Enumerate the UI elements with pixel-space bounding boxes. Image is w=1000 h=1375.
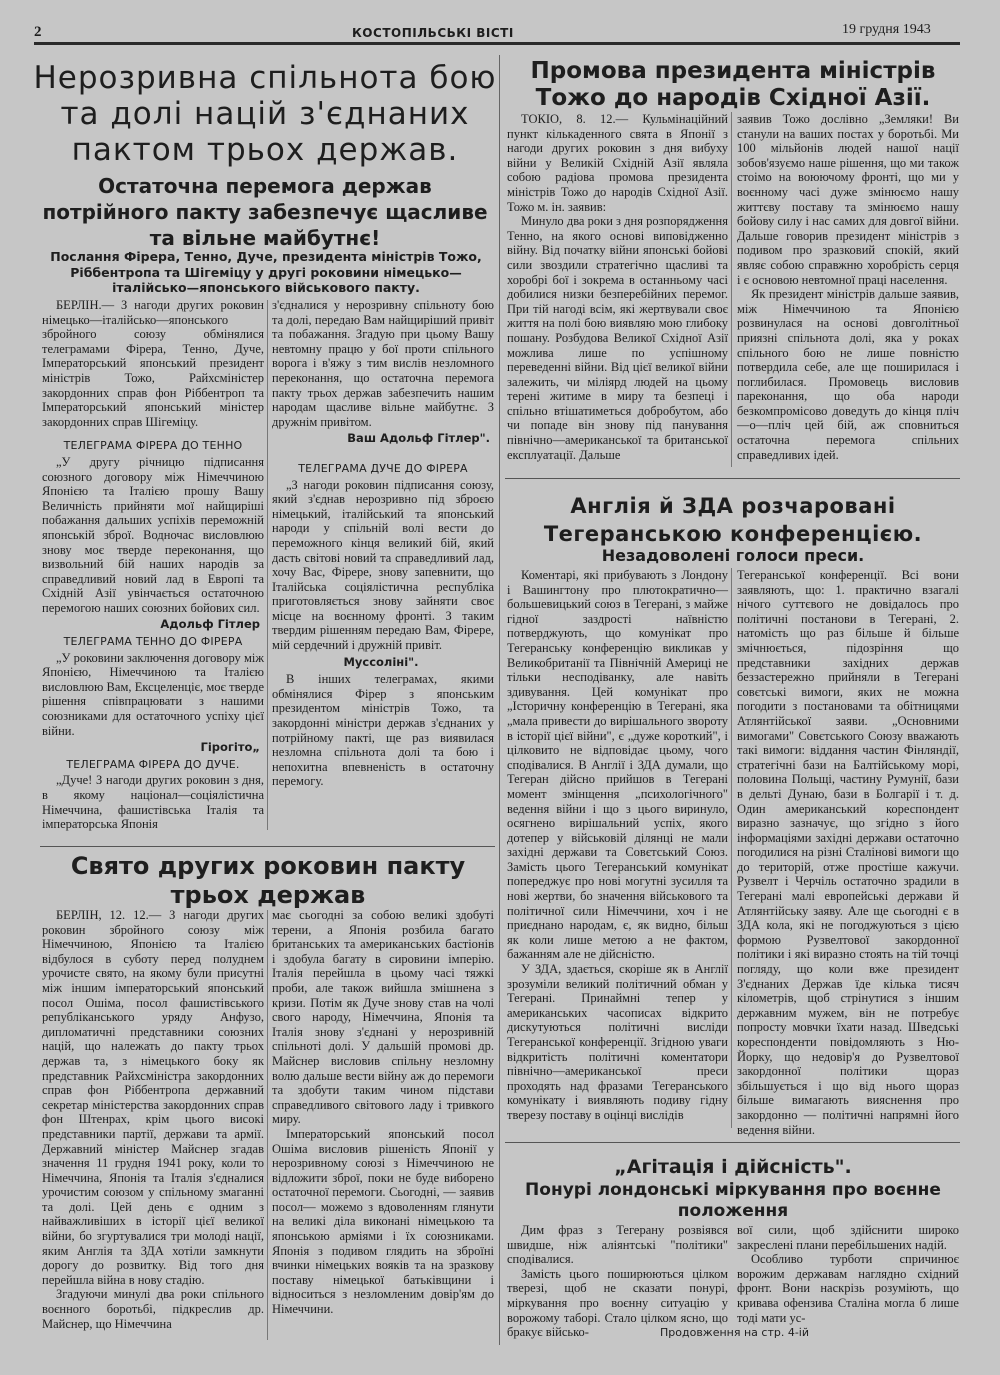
column-divider (267, 300, 268, 830)
article5-subhead: Понурі лондонські міркування про воєнне положення (525, 1180, 941, 1221)
paragraph: „У другу річницю підписання союзного договору між Німеччиною Японією та Італією прошу Вашу Величність прийняти мої найщиріші побажання дальших успіхів переможній японській зброї. Водночас висловлюю знову моє тверде переконання, що визвольний бій наших народів за справедливий новий лад в Европі та Східній Азії увінчається остаточною перемогою наших союзних бойових сил. (42, 454, 264, 615)
signature: Муссоліні". (343, 654, 419, 669)
article1-headline: Нерозривна спільнота бою та долі націй з'єднаних пактом трьох держав. (33, 60, 497, 168)
article1-column-2 (272, 298, 494, 838)
article2-column-1 (42, 908, 264, 1342)
paragraph: вої сили, щоб здійснити широко закреслені плани перебільшених надій. (737, 1223, 959, 1252)
article-divider (505, 1142, 960, 1143)
paragraph: має сьогодні за собою великі здобуті терени, а Японія розбила багато британських та американських бастіонів і здобула багату в сировини імперію. Італія перейшла в цьому часі тяжкі проби, але також вийшла змішнена з кризи. Потім як Дуче знову став на чолі свого народу, Німеччина, Японія та Італія знову з'єднані у нерозривній спільноті долі. У дальшій промові др. Майснер висловив спільну незломну волю дальше вести війну аж до перемоги та здобути таким чином підстави справедливого світового ладу і тривкого миру. (272, 908, 494, 1127)
paragraph: В інших телеграмах, якими обмінялися Фірер з японським президентом міністрів Тожо, та закордонні міністри держав з'єднаних у потрійному пакті, ще раз виявилася незломна спільнота долі та бою і непохитна впевненість в остаточну перемогу. (272, 672, 494, 789)
continued-note: Продовження на стр. 4-ій (660, 1326, 810, 1339)
paragraph: з'єдналися у нерозривну спільноту бою та долі, передаю Вам найщиріший привіт та побажання. Згадую при цьому Вашу невтомну працю у бої проти спільного ворога і в'яжу з тим вислів незломного переконання, що остаточна перемога пакту трьох держав забезпечить нашим народам щасливе вільне майбутнє. З дружнім привітом. (272, 298, 494, 429)
paragraph: „З нагоди роковин підписання союзу, який з'єднав нерозривно під зброєю німецький, італійський та японський народи у спільній волі вести до переможного кінця великий бій, який дасть світові новий та справедливий лад, хочу Вас, Фірере, знову запевнити, що Італійська соціялістична республіка приготовляється знову зайняти своє місце на воєнному фронті. З таким твердим рішенням передаю Вам, Фірере, мій сердечний і дружній привіт. (272, 477, 494, 653)
paragraph: Коментарі, які прибувають з Лондону і Вашингтону про плютократично—большевицький союз в Тегерані, з майже гідної заздрості наївністю потверджують, що комунікат про Тегеранську конференцію викликав у Великобританії та Північній Америці не тільки несподіванку, але навіть здивування. Цей комунікат про „Історичну конференцію в Тегерані, яка „мала привести до вирішального звороту в історії цієї війни", є „дуже короткий", і цілковито не відповідає цьому, чого сподівалися. В Англії і ЗДА думали, що Тегеран дійсно прийшов в Тегерані момент змінщення „психологічного" ведення війни і що з цього виринуло, осягнено вирішальний успіх, якого дотепер у військовій ділянці не мали західні держави та Совєтський Союз. Замість цього Тегеранський комунікат попереджує про нові могутні зусилля та нові жертви, бо значення військового та політичної сили Німеччини, хоч і не приєднано народам, є, як видно, більш як коли лише метою а не фактом, бажанням але не дійсністю. (507, 568, 728, 962)
article5-column-1 (507, 1223, 728, 1340)
section-heading: ТЕЛЕГРАМА ТЕННО ДО ФІРЕРА (63, 635, 243, 649)
article-divider (40, 846, 495, 847)
paragraph: ТОКІО, 8. 12.— Кульмінаційний пункт кількаденного свята в Японії з нагоди других роковин з дня вибуху війни у Великій Східній Азії являла собою радіова промова президента міністрів Тожо до народів Східної Азії. Тожо м. ін. заявив: (507, 112, 728, 214)
column-divider (499, 55, 500, 1345)
article1-subhead: Остаточна перемога держав потрійного пакту забезпечує щасливе та вільне майбутнє! (42, 174, 488, 250)
paragraph: БЕРЛІН, 12. 12.— З нагоди других роковин збройного союзу між Німеччиною, Японією та Італією відбулося в суботу перед полуднем урочисте свято, на якому були присутні між іншим імператорський японський посол Ошіма, посол фашистівського републіканського уряду Анфузо, дипломатичні представники союзних націй, що належать до пакту трьох держав та, з німецького боку як представник Райхсміністра закордонних справ фон Ріббентропа державний секретар міністерства закордонних справ фон Штенрах, крім цього високі представники партії, держави та армії. Державний міністер Майснер згадав значення 11 грудня 1941 року, коли то Німеччина, Японія та Італія з'єдналися урочистим союзом у спільному змаганні та долі. Цей день є одним з найважливіших в історії цієї великої війни, бо згуртувалися три молоді нації, яким Англія та ЗДА хотіли замкнути дорогу до розвитку. Від того дня перейшла війна в нову стадію. (42, 908, 264, 1287)
column-divider (267, 910, 268, 1340)
signature: Адольф Гітлер (160, 617, 260, 632)
column-divider (731, 112, 732, 467)
paragraph: заявив Тожо дослівно „Земляки! Ви станули на ваших постах у боротьбі. Ми 100 мільйонів людей нашої нації зобов'язуємо наше рішення, що ми також стоімо на воюючому фронті, що ми у воєнному часі дуже змінюємо нашу життєву поставу та змінюємо нашу бойову силу і нас самих для довгої війни. Дальше говорив президент міністрів з подивом про зразковий спокій, який являє собою справжню хоробрість серця і є основою невтомної праці населення. (737, 112, 959, 287)
masthead-rule (34, 42, 960, 45)
paragraph: Особливо турботи спричинює ворожим державам наглядно східний фронт. Вони наскрізь розуміють, що кривава офензива Сталіна могла б лише тоді мати ус- (737, 1252, 959, 1325)
article3-column-1 (507, 112, 728, 468)
article4-column-2 (737, 568, 959, 1137)
article4-column-1 (507, 568, 728, 1130)
article1-deck: Послання Фірера, Тенно, Дуче, президента міністрів Тожо, Ріббентропа та Шігеміцу у другі роковини німецько—італійсько—японського військового пакту. (50, 249, 482, 295)
paragraph: „У роковини заключення договору між Японією, Німеччиною та Італією висловлюю Вам, Ексцеленціє, моє тверде рішення співпрацювати з нашими союзниками для остаточного успіху цієї війни. (42, 650, 264, 738)
section-heading: ТЕЛЕГРАМА ФІРЕРА ДО ТЕННО (63, 439, 243, 453)
paragraph: Згадуючи минулі два роки спільного воєнного боротьбі, підкреслив др. Майснер, що Німеччина (42, 1287, 264, 1331)
article5-headline: „Агітація і дійсність". (614, 1156, 852, 1178)
article5-column-2 (737, 1223, 959, 1323)
article2-headline: Свято других роковин пакту трьох держав (70, 852, 466, 909)
article4-subhead: Незадоволені голоси преси. (601, 546, 865, 565)
article1-column-1 (42, 298, 264, 844)
paragraph: БЕРЛІН.— З нагоди других роковин німецько—італійсько—японського збройного союзу обмінялися телеграмами Фірера, Тенно, Дуче, Імператорський японський президент міністрів Тожо, Райхсміністер закордонних справ фон Ріббентроп та Імператорський японський міністер закордонних справ Шігеміцу. (42, 298, 264, 429)
newspaper-title: КОСТОПІЛЬСЬКІ ВІСТІ (352, 26, 514, 40)
article-divider (505, 478, 960, 479)
paragraph: Як президент міністрів дальше заявив, між Німеччиною та Японією розвинулася на основі довголітньої приязні спільнота долі, яка у роках спільного бою не лише повністю потвердила себе, але ще поширилася і поглибилася. Промовець висловив пареконання, що оба народи безкомпромісово доведуть до кінця пліч—о—пліч цей бій, аж сповниться остаточна перемога спільних справедливих ідей. (737, 287, 959, 462)
paragraph: Минуло два роки з дня розпорядження Тенно, на якого основі виповідженно війну. Від початку війни японські бойові сили звоздили стратегічно щасливі та хоробрі бої і зокрема в останньому часі добилися низки безперебійних перемог. При тій нагоді всім, які жертвували своє життя на полі бою виявляю мою глибоку пошану. Розбудова Великої Східної Азії можлива лише по успішному переведенні війни. Від цієї великої війни залежить, чи міліярд людей на цьому терені житиме в миру та безпеці і спільно втішатиметься добробутом, або чи попаде він знову під панування північно—американської та британської експлуатації. Дальше (507, 214, 728, 462)
signature: Ваш Адольф Гітлер". (347, 431, 490, 446)
section-heading: ТЕЛЕГРАМА ДУЧЕ ДО ФІРЕРА (298, 461, 468, 475)
paragraph: Дим фраз з Тегерану розвіявся швидше, ніж аліянтські "політики" сподівалися. (507, 1223, 728, 1267)
paragraph: У ЗДА, здається, скоріше як в Англії зрозуміли великий політичний обман у Тегерані. Принаймні тепер у американських часописах відкрито дискутуються політичні висліди Тегеранської конференції. Згідною уваги відкритість політичні коментатори північно—американської преси проходять над фразами Тегеранського комунікату і виявляють подиву гідну тверезу поставу в оцінці вислідів (507, 962, 728, 1122)
section-heading: ТЕЛЕГРАМА ФІРЕРА ДО ДУЧЕ. (66, 757, 240, 771)
article4-headline: Англія й ЗДА розчаровані Тегеранською конференцією. (543, 494, 923, 546)
article3-headline: Промова президента міністрів Тожо до народів Східної Азії. (530, 58, 936, 111)
issue-date: 19 грудня 1943 (842, 22, 931, 37)
page-number: 2 (34, 24, 42, 40)
article2-column-2 (272, 908, 494, 1342)
paragraph: Тегеранської конференції. Всі вони заявляють, що: 1. практично взагалі нічого суттєвого не довідалось про політичні постанови в Тегерані, 2. натомість що раз більше й більше змічнюється, підозріння що представники західних держав беззастережно прийняли в Тегерані совєтські вимоги, яких не можна погодити з постановами та обітницями Атлянтійської заяви. „Основними вимогами" Совєтського Союзу вважають такі вимоги: віддання частин Фінляндії, стратегічні бази на Балтійському морі, половина Польщі, частину Румунії, бази в дельті Дунаю, бази в Болгарії і т. д. Один американський кореспондент виразно зазначує, що згідно з його інформаціями західні держави остаточно погодилися на різні Сталінові вимоги що до територій, отже простіше кажучи. Рузвелт і Черчіль остаточно зрадили в Тегерані малі европейські держави й Атлянтійську заяву. Але ще сьогодні є в ЗДА кола, які не погоджуються з цією формою Рузвелтової закордонної політики і які виразно стоять на тій точці погляду, що коли вже президент З'єднаних Держав їде кілька тисяч кілометрів, щоб стрінутися з іншим державним мужем, він не потребує попросту мовчки їхати назад. Шведські кореспонденти повідомляють з Ню-Йорку, що недовір'я до Рузвелтової закордонної політики щораз збільшується і що від нього щораз більше вимагають вияснення про закордонно — політичні напрямні його ведення війни. (737, 568, 959, 1137)
paragraph: Імператорський японський посол Ошіма висловив рішеність Японії у нерозривному союзі з Німеччиною не відложити зброї, поки не буде виборено остаточної перемоги. Сьогодні, — заявив посол— можемо з вдоволенням глянути на великі діла виконані німецькою та японською арміями і їх союзниками. Японія з подивом глядить на зброїні вчинки німецьких вояків та на зразкову поставу німецької батьківщини і відноситься з незломленим довір'ям до Німеччини. (272, 1126, 494, 1317)
paragraph: „Дуче! З нагоди других роковин з дня, в якому націонал—соціялістична Німеччина, фашистівська Італія та імператорська Японія (42, 773, 264, 832)
article3-column-2 (737, 112, 959, 468)
signature: Гірогіто„ (200, 740, 260, 755)
column-divider (731, 568, 732, 1128)
paragraph: Замість цього поширюються цілком тверезі, щоб не сказати понурі, міркування про воєнну ситуацію у ворожому таборі. Стало цілком ясно, що бракує військо- (507, 1266, 728, 1340)
